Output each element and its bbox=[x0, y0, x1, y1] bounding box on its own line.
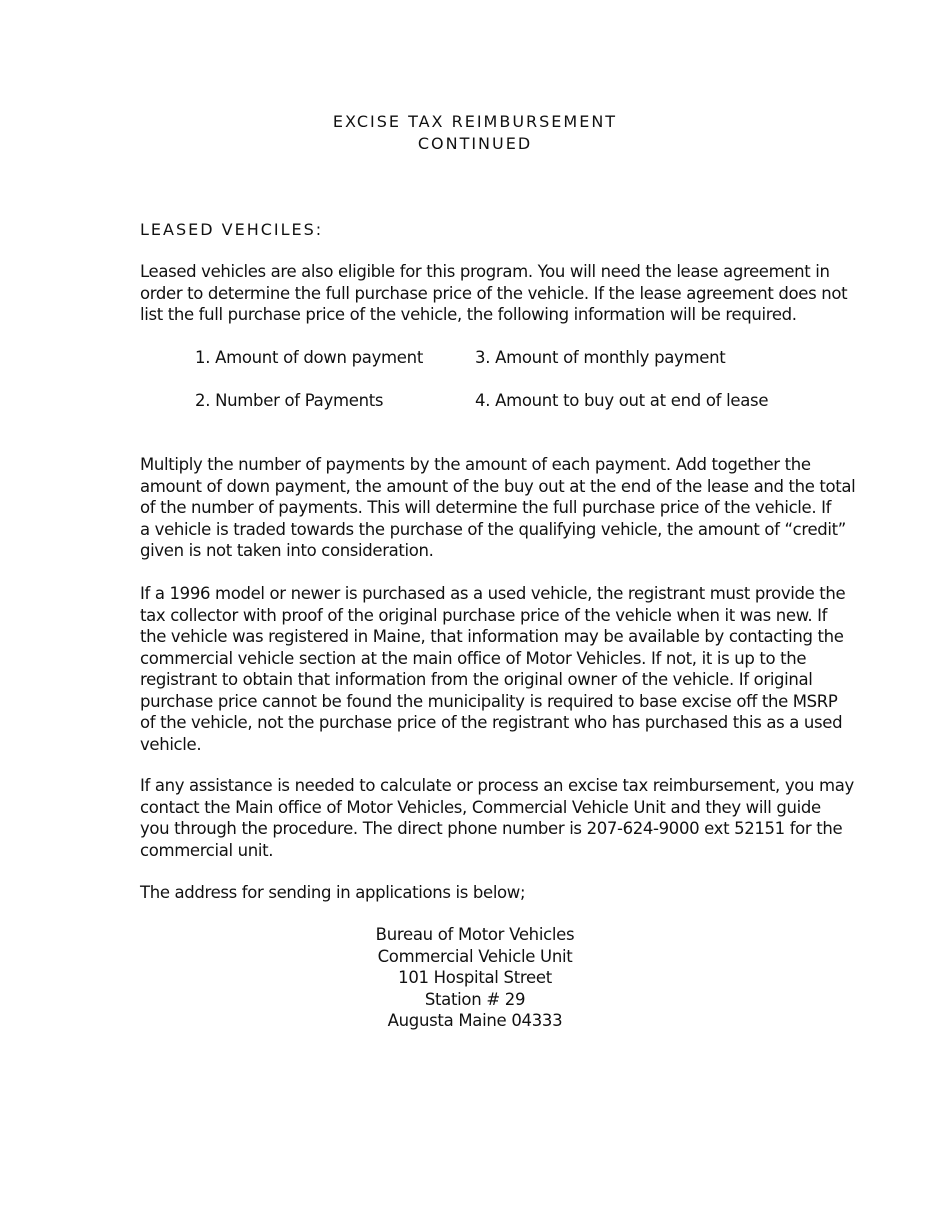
paragraph-line: a vehicle is traded towards the purchase of the qualifying vehicle, the amount of “credit” bbox=[140, 519, 846, 539]
address-line: Commercial Vehicle Unit bbox=[377, 946, 573, 966]
address-intro bbox=[140, 882, 820, 904]
paragraph-line: If any assistance is needed to calculate or process an excise tax reimbursement, you may bbox=[140, 776, 854, 795]
section-heading: LEASED VEHCILES: bbox=[140, 220, 324, 239]
paragraph-line: list the full purchase price of the vehicle, the following information will be required. bbox=[140, 305, 797, 324]
assistance-paragraph bbox=[140, 775, 854, 861]
paragraph-line: Multiply the number of payments by the amount of each payment. Add together the bbox=[140, 455, 811, 474]
title-line-2: CONTINUED bbox=[417, 134, 533, 153]
paragraph-line: vehicle. bbox=[140, 734, 202, 754]
paragraph-line: the vehicle was registered in Maine, that information may be available by contacting the bbox=[140, 627, 844, 646]
paragraph-line: contact the Main office of Motor Vehicles, Commercial Vehicle Unit and they will guide bbox=[140, 797, 821, 817]
list-item-down-payment: 1. Amount of down payment bbox=[195, 348, 423, 367]
address-intro-text: The address for sending in applications is below; bbox=[140, 883, 526, 902]
paragraph-line: of the vehicle, not the purchase price of the registrant who has purchased this as a used bbox=[140, 713, 843, 732]
list-item-number-of-payments: 2. Number of Payments bbox=[195, 391, 384, 410]
used-vehicle-paragraph bbox=[140, 583, 846, 755]
paragraph-line: order to determine the full purchase price of the vehicle. If the lease agreement does not bbox=[140, 283, 848, 303]
paragraph-line: you through the procedure. The direct phone number is 207-624-9000 ext 52151 for the bbox=[140, 819, 843, 838]
intro-paragraph bbox=[140, 261, 848, 326]
list-item-monthly-payment: 3. Amount of monthly payment bbox=[475, 348, 726, 367]
address-line: Station # 29 bbox=[424, 989, 526, 1009]
address-line: 101 Hospital Street bbox=[398, 968, 552, 988]
paragraph-line: commercial unit. bbox=[140, 840, 274, 860]
address-line: Augusta Maine 04333 bbox=[387, 1011, 563, 1031]
calculation-paragraph bbox=[140, 454, 856, 562]
paragraph-line: registrant to obtain that information from the original owner of the vehicle. If original bbox=[140, 670, 813, 689]
page-title bbox=[0, 111, 950, 155]
paragraph-line: purchase price cannot be found the municipality is required to base excise off the MSRP bbox=[140, 691, 838, 711]
paragraph-line: given is not taken into consideration. bbox=[140, 541, 434, 560]
mailing-address bbox=[0, 924, 950, 1032]
list-item-buy-out: 4. Amount to buy out at end of lease bbox=[475, 391, 769, 410]
paragraph-line: If a 1996 model or newer is purchased as a used vehicle, the registrant must provide the bbox=[140, 584, 846, 603]
paragraph-line: of the number of payments. This will determine the full purchase price of the vehicle. If bbox=[140, 498, 832, 517]
paragraph-line: commercial vehicle section at the main office of Motor Vehicles. If not, it is up to the bbox=[140, 648, 807, 668]
address-line: Bureau of Motor Vehicles bbox=[375, 925, 575, 944]
title-line-1: EXCISE TAX REIMBURSEMENT bbox=[332, 112, 618, 131]
paragraph-line: tax collector with proof of the original purchase price of the vehicle when it was new. If bbox=[140, 605, 828, 625]
paragraph-line: Leased vehicles are also eligible for this program. You will need the lease agreement in bbox=[140, 262, 830, 281]
paragraph-line: amount of down payment, the amount of the buy out at the end of the lease and the total bbox=[140, 476, 856, 496]
